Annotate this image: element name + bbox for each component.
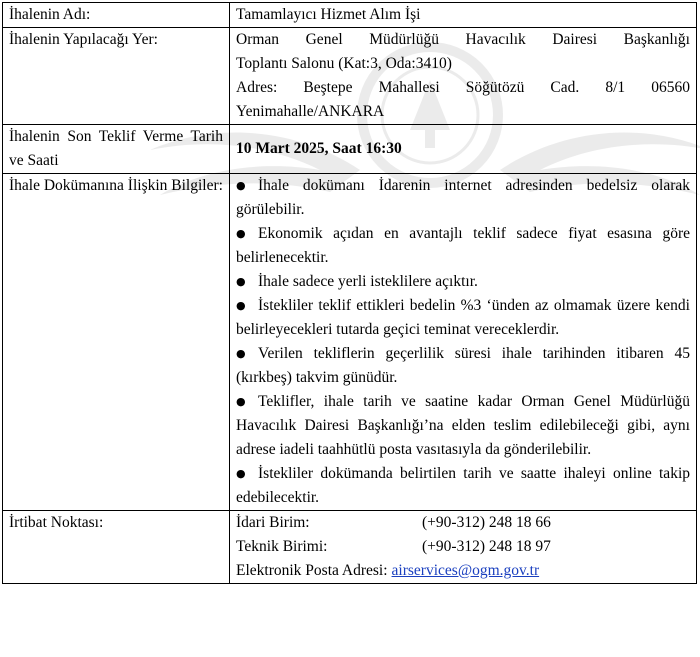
contact-value	[230, 511, 697, 584]
table-row	[3, 511, 697, 584]
place-line: Toplantı Salonu (Kat:3, Oda:3410)	[236, 55, 452, 72]
address-line: Yenimahalle/ANKARA	[236, 103, 385, 120]
place-line: Orman Genel Müdürlüğü Havacılık Dairesi Başkanlığı	[236, 31, 690, 48]
list-item	[236, 294, 690, 342]
list-item-text: İstekliler teklif ettikleri bedelin %3 ‘ünden az olmamak üzere kendi belirleyecekleri tutarda geçici teminat vereceklerdir.	[236, 297, 690, 338]
tender-info-table	[2, 2, 697, 584]
bullet-icon: ●	[236, 275, 246, 288]
contact-email-row	[236, 559, 690, 583]
tender-place-value	[230, 28, 697, 125]
table-row	[3, 125, 697, 174]
contact-label: İrtibat Noktası:	[3, 511, 230, 584]
bullet-icon: ●	[236, 395, 246, 408]
list-item	[236, 270, 690, 294]
table-row	[3, 3, 697, 28]
tender-name-value: Tamamlayıcı Hizmet Alım İşi	[230, 3, 697, 28]
list-item	[236, 222, 690, 270]
list-item	[236, 342, 690, 390]
tender-place-label: İhalenin Yapılacağı Yer:	[3, 28, 230, 125]
deadline-label: İhalenin Son Teklif Verme Tarih ve Saati	[3, 125, 230, 174]
documents-label: İhale Dokümanına İlişkin Bilgiler:	[3, 174, 230, 511]
bullet-icon: ●	[236, 227, 246, 240]
bullet-icon: ●	[236, 347, 246, 360]
email-label: Elektronik Posta Adresi:	[236, 562, 388, 579]
list-item-text: Teklifler, ihale tarih ve saatine kadar Orman Genel Müdürlüğü Havacılık Dairesi Başkanlığı’na elden teslim edilebileceği gibi, aynı adrese iadeli taahhütlü posta vasıtasıyla da gönderilebilir.	[236, 393, 690, 458]
table-row	[3, 174, 697, 511]
email-link[interactable]: airservices@ogm.gov.tr	[391, 562, 540, 579]
list-item-text: Verilen tekliflerin geçerlilik süresi ihale tarihinden itibaren 45 (kırkbeş) takvim günüdür.	[236, 345, 690, 386]
contact-admin-row	[236, 511, 690, 535]
tender-name-label: İhalenin Adı:	[3, 3, 230, 28]
bullet-icon: ●	[236, 467, 246, 480]
bullet-icon: ●	[236, 179, 246, 192]
tech-unit-label: Teknik Birimi:	[236, 538, 328, 555]
documents-value	[230, 174, 697, 511]
bullet-icon: ●	[236, 299, 246, 312]
list-item	[236, 174, 690, 222]
list-item-text: İstekliler dokümanda belirtilen tarih ve saatte ihaleyi online takip edebilecektir.	[236, 465, 690, 506]
admin-unit-phone: (+90-312) 248 18 66	[422, 514, 551, 531]
list-item	[236, 390, 690, 462]
documents-bullet-list	[236, 174, 690, 510]
tech-unit-phone: (+90-312) 248 18 97	[422, 538, 551, 555]
list-item	[236, 462, 690, 510]
deadline-value: 10 Mart 2025, Saat 16:30	[230, 125, 697, 174]
list-item-text: İhale dokümanı İdarenin internet adresinden bedelsiz olarak görülebilir.	[236, 177, 690, 218]
list-item-text: İhale sadece yerli isteklilere açıktır.	[258, 273, 478, 290]
admin-unit-label: İdari Birim:	[236, 514, 310, 531]
contact-tech-row	[236, 535, 690, 559]
list-item-text: Ekonomik açıdan en avantajlı teklif sadece fiyat esasına göre belirlenecektir.	[236, 225, 690, 266]
address-line: Adres: Beştepe Mahallesi Söğütözü Cad. 8/1 06560	[236, 79, 690, 96]
table-row	[3, 28, 697, 125]
